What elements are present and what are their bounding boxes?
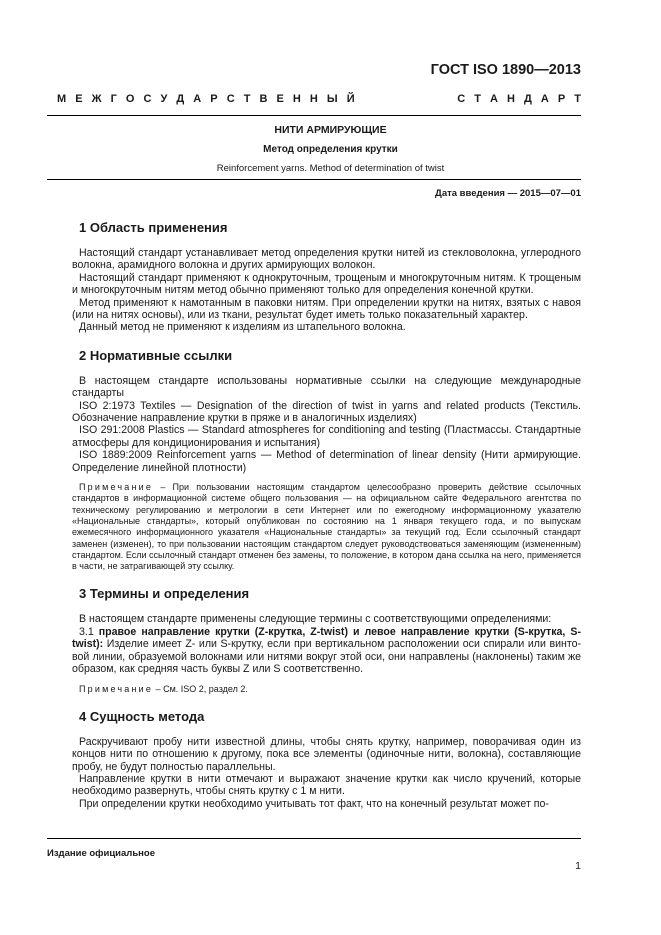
paragraph: Данный метод не применяют к изделиям из штапельного волокна. [79, 321, 406, 334]
title-divider [47, 179, 581, 180]
document-body [72, 220, 581, 810]
note-text: – При пользовании настоящим стандартом целесообразно проверить действие ссылочных стандартов в информационной системе общего пользования — на официальном сайте Федерального агентства по техническому регулированию и метрологии в сети Интернет или по ежегодному информационному указателю «Национальные стандарты», который опубликован по состоянию на 1 января текущего года, и по выпускам ежемесячного информационного указателя «Национальные стандарты» за текущий год. Если ссылочный стандарт заменен (изменен), то при пользовании настоящим стандартом следует руководствоваться заменяющим (измененным) стандартом. Если ссылочный стандарт отменен без замены, то положение, в котором дана ссылка на него, применяется в части, не затрагивающей эту ссылку. [72, 482, 581, 572]
section-heading-terms: 3 Термины и определения [79, 586, 250, 602]
section-heading-scope: 1 Область применения [79, 220, 228, 235]
interstate-word: М Е Ж Г О С У Д А Р С Т В Е Н Н Ы Й [57, 93, 355, 105]
interstate-standard-banner [57, 93, 581, 105]
standard-word: С Т А Н Д А Р Т [457, 93, 581, 105]
paragraph: ISO 2:1973 Textiles — Designation of the direction of twist in yarns and related products (Текстиль. Обозначение направление крутки в пряже и в аналогичных изделиях) [72, 399, 581, 425]
section-heading-references: 2 Нормативные ссылки [79, 347, 233, 363]
section-heading-principle: 4 Сущность метода [79, 708, 205, 724]
term-number: 3.1 [79, 625, 99, 638]
paragraph: ISO 291:2008 Plastics — Standard atmospheres for conditioning and testing (Пластмассы. Стандартные атмосферы для кондиционирования и испытания) [72, 424, 581, 449]
paragraph: В настоящем стандарте применены следующие термины с соответствующими определениями: [79, 613, 552, 626]
term-text: Изделие имеет Z- или S-крутку, если при вертикальном расположении оси спирали или винтовой линии, образуемой волокнами или нитями вокруг этой оси, они направлены (наклонены) таким же образом, как средняя часть буквы Z или S соответственно. [72, 638, 581, 676]
note [72, 482, 581, 572]
page-number: 1 [575, 860, 581, 872]
term-definition [72, 626, 581, 676]
paragraph: Настоящий стандарт применяют к однокруточным, трощеным и многокруточным нитям. К трощеным и многокруточным нитям метод обычно применяют только для определения конечной крутки. [72, 271, 581, 297]
note-text: – См. ISO 2, раздел 2. [153, 683, 248, 694]
document-title-english: Reinforcement yarns. Method of determination of twist [216, 163, 445, 174]
term-name: правое направление крутки (Z-крутка, Z-twist) и левое направление крутки (S-крутка, S-twist): [72, 625, 581, 651]
note [72, 684, 581, 695]
standard-number: ГОСТ ISO 1890—2013 [430, 62, 581, 78]
document-subtitle: Метод определения крутки [263, 144, 398, 155]
paragraph: При определении крутки необходимо учитывать тот факт, что на конечный результат может по- [79, 797, 549, 810]
header-divider [47, 115, 581, 116]
paragraph: Раскручивают пробу нити известной длины, чтобы снять крутку, например, поворачивая один из концов нити по отношению к другому, пока все элементы (одиночные нити, волокна), составляющие пробу, не будут полностью параллельны. [72, 735, 581, 773]
paragraph: Метод применяют к намотанным в паковки нитям. При определении крутки на нитях, взятых с навоя (или на нитях основы), или из ткани, результат будет иметь только показательный характер. [72, 296, 581, 322]
note-label: Примечание [79, 683, 154, 694]
paragraph: ISO 1889:2009 Reinforcement yarns — Method of determination of linear density (Нити армирующие. Определение линейной плотности) [72, 449, 581, 474]
paragraph: В настоящем стандарте использованы нормативные ссылки на следующие международные стандарты [72, 374, 581, 400]
paragraph: Направление крутки в нити отмечают и выражают значение крутки как число кручений, которые необходимо развернуть, чтобы снять крутку с 1 м нити. [72, 773, 581, 798]
paragraph: Настоящий стандарт устанавливает метод определения крутки нитей из стекловолокна, углеродного волокна, арамидного волокна и других армирующих волокон. [72, 247, 581, 272]
official-edition-label: Издание официальное [47, 848, 155, 859]
note-label: Примечание [79, 482, 154, 493]
introduction-date: Дата введения — 2015—07—01 [435, 188, 581, 199]
footer-divider [47, 838, 581, 839]
document-title: НИТИ АРМИРУЮЩИЕ [274, 124, 387, 136]
